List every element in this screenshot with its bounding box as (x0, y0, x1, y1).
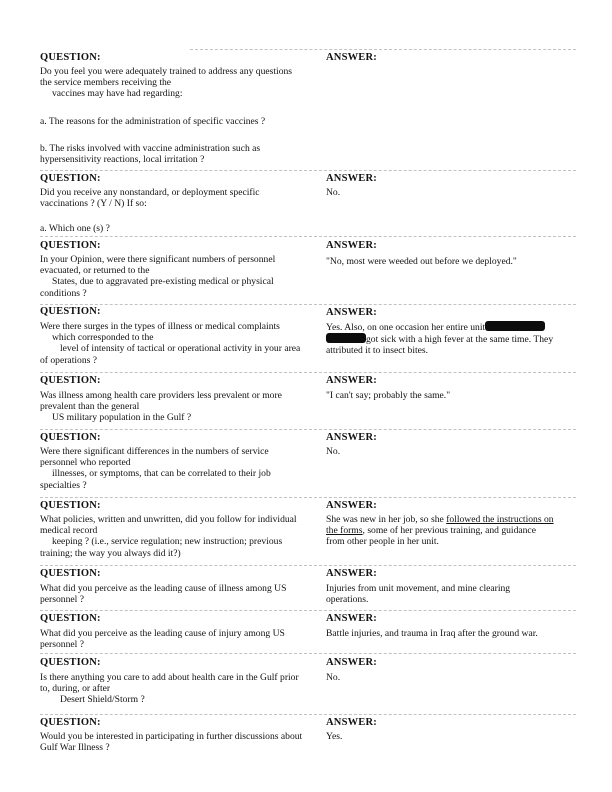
question-line: What policies, written and unwritten, did you follow for individual (40, 514, 297, 525)
answer-line: No. (326, 446, 341, 457)
question-line: a. The reasons for the administration of specific vaccines ? (40, 115, 266, 127)
question-line: conditions ? (40, 287, 87, 299)
question-line: evacuated, or returned to the (40, 265, 150, 277)
question-line: level of intensity of tactical or operational activity in your area (60, 343, 301, 355)
question-text (40, 628, 322, 650)
answer-text (326, 672, 576, 683)
answer-line: the forms (326, 525, 363, 537)
answer-text (326, 187, 576, 198)
question-heading: QUESTION: (40, 173, 101, 184)
answer-text (326, 256, 576, 267)
question-line: to, during, or after (40, 683, 111, 695)
divider (190, 49, 576, 50)
question-line: personnel who reported (40, 457, 131, 469)
question-line: the service members receiving the (40, 77, 172, 89)
question-text (40, 583, 322, 605)
answer-line: No. (326, 187, 341, 198)
question-line: prevalent than the general (40, 401, 140, 413)
answer-line: She was new in her job, so she (326, 514, 444, 525)
question-heading: QUESTION: (40, 240, 101, 251)
answer-line: followed the instructions on (446, 514, 554, 525)
question-text (40, 187, 322, 235)
answer-heading: ANSWER: (326, 568, 377, 579)
question-line: Gulf War Illness ? (40, 742, 110, 754)
question-heading: QUESTION: (40, 568, 101, 579)
divider (40, 236, 576, 237)
question-line: Were there significant differences in the numbers of service (40, 446, 269, 457)
question-text (40, 321, 322, 366)
divider (40, 653, 576, 654)
question-text (40, 254, 322, 299)
answer-text (326, 628, 576, 639)
redaction-mark (485, 321, 545, 331)
question-line: Would you be interested in participating in further discussions about (40, 731, 303, 742)
question-text (40, 446, 322, 491)
question-heading: QUESTION: (40, 500, 101, 511)
answer-text (326, 390, 576, 401)
question-line: vaccines may have had regarding: (52, 88, 183, 100)
question-text (40, 514, 322, 559)
divider (40, 372, 576, 373)
question-line: Is there anything you care to add about health care in the Gulf prior (40, 672, 299, 683)
question-line: Did you receive any nonstandard, or deployment specific (40, 187, 260, 198)
question-line: US military population in the Gulf ? (52, 412, 192, 424)
answer-line: from other people in her unit. (326, 536, 439, 548)
answer-line: "No, most were weeded out before we deployed." (326, 256, 517, 267)
question-text (40, 66, 322, 165)
answer-line: Yes. (326, 731, 343, 742)
question-line: What did you perceive as the leading cause of illness among US (40, 583, 287, 594)
question-line: Desert Shield/Storm ? (60, 694, 145, 706)
question-line: personnel ? (40, 639, 84, 651)
question-line: of operations ? (40, 354, 98, 366)
question-line: Was illness among health care providers less prevalent or more (40, 390, 282, 401)
divider (40, 429, 576, 430)
question-line: vaccinations ? (Y / N) If so: (40, 198, 147, 210)
question-heading: QUESTION: (40, 613, 101, 624)
answer-line: , some of her previous training, and guidance (362, 525, 536, 537)
question-line: illnesses, or symptoms, that can be correlated to their job (52, 468, 271, 480)
question-heading: QUESTION: (40, 306, 101, 317)
divider (40, 170, 576, 171)
answer-heading: ANSWER: (326, 432, 377, 443)
question-line: What did you perceive as the leading cause of injury among US (40, 628, 285, 639)
answer-heading: ANSWER: (326, 52, 377, 63)
question-text (40, 731, 322, 753)
question-line: keeping ? (i.e., service regulation; new instruction; previous (52, 536, 283, 548)
question-text (40, 672, 322, 706)
question-heading: QUESTION: (40, 717, 101, 728)
question-line: hypersensitivity reactions, local irritation ? (40, 154, 205, 166)
redaction-mark (326, 333, 366, 343)
question-heading: QUESTION: (40, 52, 101, 63)
divider (40, 714, 576, 715)
divider (40, 497, 576, 498)
answer-line: Battle injuries, and trauma in Iraq after the ground war. (326, 628, 538, 639)
question-line: medical record (40, 525, 98, 537)
question-line: personnel ? (40, 594, 84, 606)
answer-line: attributed it to insect bites. (326, 345, 429, 357)
answer-heading: ANSWER: (326, 375, 377, 386)
answer-heading: ANSWER: (326, 173, 377, 184)
answer-line: got sick with a high fever at the same time. They (366, 334, 554, 346)
question-heading: QUESTION: (40, 375, 101, 386)
answer-line: No. (326, 672, 341, 683)
question-line: specialties ? (40, 479, 87, 491)
answer-heading: ANSWER: (326, 307, 377, 318)
answer-text (326, 583, 576, 605)
answer-text (326, 446, 576, 457)
answer-line: operations. (326, 594, 369, 606)
question-line: States, due to aggravated pre-existing medical or physical (52, 276, 274, 288)
answer-heading: ANSWER: (326, 613, 377, 624)
answer-line: Injuries from unit movement, and mine clearing (326, 583, 511, 594)
answer-text (326, 731, 576, 742)
question-line: In your Opinion, were there significant numbers of personnel (40, 254, 276, 265)
question-line: a. Which one (s) ? (40, 223, 110, 235)
answer-text (326, 321, 576, 357)
question-line: training; the way you always did it?) (40, 547, 181, 559)
question-line: Do you feel you were adequately trained to address any questions (40, 66, 293, 77)
divider (40, 610, 576, 611)
question-line: Were there surges in the types of illness or medical complaints (40, 321, 280, 332)
question-heading: QUESTION: (40, 657, 101, 668)
answer-line: Yes. Also, on one occasion her entire unit (326, 322, 486, 333)
divider (40, 565, 576, 566)
answer-heading: ANSWER: (326, 240, 377, 251)
question-line: which corresponded to the (52, 332, 154, 344)
answer-heading: ANSWER: (326, 500, 377, 511)
answer-heading: ANSWER: (326, 717, 377, 728)
question-line: b. The risks involved with vaccine administration such as (40, 142, 261, 154)
question-heading: QUESTION: (40, 432, 101, 443)
divider (40, 304, 576, 305)
answer-line: "I can't say; probably the same." (326, 390, 451, 401)
question-text (40, 390, 322, 424)
answer-heading: ANSWER: (326, 657, 377, 668)
answer-text (326, 514, 576, 548)
